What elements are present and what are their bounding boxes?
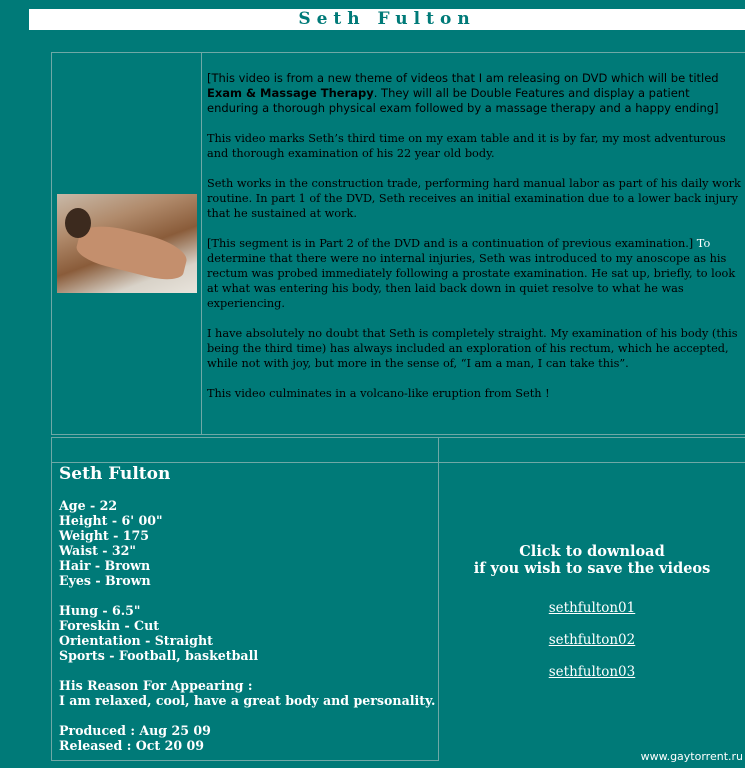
stat-weight: Weight - 175 <box>59 528 149 543</box>
divider <box>51 462 439 463</box>
paragraph-2: This video marks Seth’s third time on my exam table and it is by far, my most adventurous and thorough examination of his 22 year old body. <box>207 132 726 160</box>
intro-text: [This video is from a new theme of videos that I am releasing on DVD which will be titled <box>207 71 719 85</box>
profile-card <box>59 464 439 768</box>
stat-eyes: Eyes - Brown <box>59 573 151 588</box>
produced-date: Produced : Aug 25 09 <box>59 723 211 738</box>
stats-block <box>59 498 439 588</box>
stat-hung: Hung - 6.5" <box>59 603 141 618</box>
highlight-text: To <box>693 237 711 250</box>
watermark: www.gaytorrent.ru <box>640 750 743 763</box>
page-title-bar <box>29 9 745 30</box>
stat-hair: Hair - Brown <box>59 558 151 573</box>
divider <box>51 437 52 761</box>
segment-note: [This segment is in Part 2 of the DVD and is a continuation of previous examination.] <box>207 237 694 250</box>
download-heading: Click to download <box>519 543 665 560</box>
reason-label: His Reason For Appearing : <box>59 678 253 693</box>
intro-text-end: . They will all be Double Features and display a patient enduring a thorough physical exam followed by a massage therapy and a happy ending] <box>207 86 719 115</box>
reason-text: I am relaxed, cool, have a great body and personality. <box>59 693 436 708</box>
stat-foreskin: Foreskin - Cut <box>59 618 160 633</box>
reason-block <box>59 678 439 708</box>
photo-body-shape <box>74 219 190 284</box>
description-text <box>207 71 741 416</box>
details-section <box>51 437 745 762</box>
download-link-2[interactable]: sethfulton02 <box>548 632 636 648</box>
photo-head-shape <box>65 208 91 238</box>
stats-block-2 <box>59 603 439 663</box>
dates-block <box>59 723 439 753</box>
page-title: Seth Fulton <box>298 9 476 29</box>
stat-waist: Waist - 32" <box>59 543 136 558</box>
model-photo[interactable] <box>57 194 197 293</box>
stat-height: Height - 6' 00" <box>59 513 163 528</box>
paragraph-5: I have absolutely no doubt that Seth is completely straight. My examination of his body (this being the third time) has always included an exploration of his rectum, which he accepted, while not with joy, but more in the sense of, “I am a man, I can take this”. <box>207 327 738 370</box>
intro-paragraph <box>207 71 741 116</box>
paragraph-4 <box>207 236 741 311</box>
profile-name: Seth Fulton <box>59 464 171 484</box>
series-title: Exam & Massage Therapy <box>207 86 374 100</box>
released-date: Released : Oct 20 09 <box>59 738 205 753</box>
paragraph-3: Seth works in the construction trade, performing hard manual labor as part of his daily work routine. In part 1 of the DVD, Seth receives an initial examination due to a lower back injury that he sustained at work. <box>207 177 741 220</box>
divider <box>51 437 745 438</box>
thumbnail-cell <box>52 53 202 434</box>
divider <box>439 462 745 463</box>
download-link-1[interactable]: sethfulton01 <box>548 600 636 616</box>
paragraph-6: This video culminates in a volcano-like eruption from Seth ! <box>207 387 550 400</box>
stat-age: Age - 22 <box>59 498 118 513</box>
stat-sports: Sports - Football, basketball <box>59 648 259 663</box>
download-link-3[interactable]: sethfulton03 <box>548 664 636 680</box>
stat-orientation: Orientation - Straight <box>59 633 213 648</box>
description-row <box>51 52 745 435</box>
download-panel <box>439 543 745 681</box>
paragraph-4-text: determine that there were no internal injuries, Seth was introduced to my anoscope as his rectum was probed immediately following a prostate examination. He sat up, briefly, to look at what was entering his body, then laid back down in quiet resolve to what he was experiencing. <box>207 252 736 310</box>
download-subheading: if you wish to save the videos <box>473 560 711 577</box>
